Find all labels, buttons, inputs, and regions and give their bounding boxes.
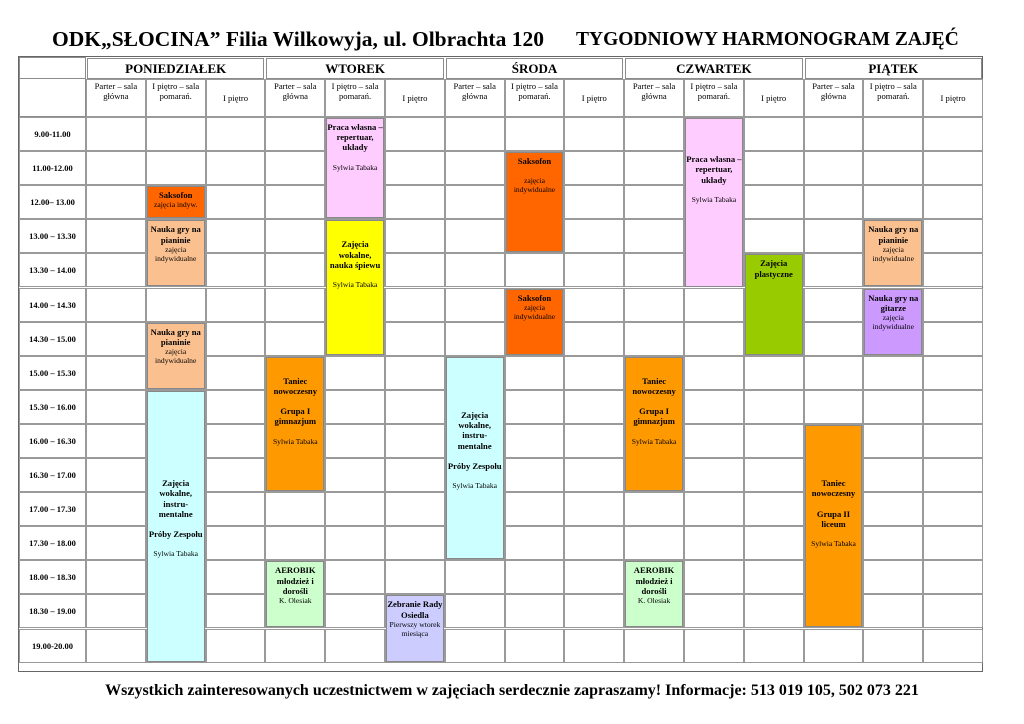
event-title: Zajęcia plastyczne <box>754 258 793 279</box>
room-header: I piętro – sala pomarań. <box>863 79 923 117</box>
event-subtitle: Grupa I gimnazjum <box>633 406 675 427</box>
schedule-cell <box>863 151 923 185</box>
schedule-cell <box>265 526 325 560</box>
schedule-cell <box>146 151 206 185</box>
schedule-cell <box>86 390 146 424</box>
event-tue-vocal <box>326 220 384 354</box>
schedule-cell <box>86 492 146 526</box>
event-title: Praca własna – repertuar, układy <box>686 154 742 185</box>
room-header: I piętro – sala pomarań. <box>325 79 385 117</box>
schedule-cell <box>863 458 923 492</box>
schedule-cell <box>923 356 983 390</box>
event-note: Sylwia Tabaka <box>332 162 378 172</box>
schedule-cell <box>385 526 445 560</box>
schedule-cell <box>624 492 684 526</box>
schedule-cell <box>863 390 923 424</box>
schedule-cell <box>744 594 804 628</box>
schedule-cell <box>325 492 385 526</box>
event-content <box>686 154 742 204</box>
schedule-cell <box>86 458 146 492</box>
schedule-cell <box>804 219 864 253</box>
event-subtitle: Grupa II liceum <box>816 508 851 529</box>
room-header: I piętro – sala pomarań. <box>505 79 565 117</box>
event-note: zajęcia indywidualne <box>155 244 197 263</box>
schedule-cell <box>624 117 684 151</box>
event-note: zajęcia indywidualne <box>513 302 556 321</box>
schedule-cell <box>744 185 804 219</box>
event-note: Sylwia Tabaka <box>272 436 318 446</box>
schedule-cell <box>86 526 146 560</box>
day-header: ŚRODA <box>446 58 623 79</box>
schedule-cell <box>923 219 983 253</box>
schedule-cell <box>86 117 146 151</box>
schedule-cell <box>684 629 744 663</box>
schedule-cell <box>564 253 624 287</box>
schedule-cell <box>505 526 565 560</box>
schedule-cell <box>684 526 744 560</box>
schedule-cell <box>445 629 505 663</box>
schedule-cell <box>863 560 923 594</box>
schedule-cell <box>206 458 266 492</box>
schedule-cell <box>744 117 804 151</box>
schedule-cell <box>206 560 266 594</box>
schedule-cell <box>385 322 445 356</box>
schedule-cell <box>445 322 505 356</box>
time-slot: 14.00 – 14.30 <box>19 288 86 322</box>
time-slot: 19.00-20.00 <box>19 629 86 663</box>
schedule-cell <box>445 288 505 322</box>
event-thu-plastic <box>745 254 803 354</box>
schedule-cell <box>385 219 445 253</box>
schedule-cell <box>744 219 804 253</box>
schedule-cell <box>804 356 864 390</box>
event-title: Nauka gry na pianinie <box>150 224 201 245</box>
schedule-cell <box>206 219 266 253</box>
schedule-cell <box>505 458 565 492</box>
schedule-cell <box>265 117 325 151</box>
schedule-cell <box>505 629 565 663</box>
event-title: Zebranie Rady Osiedla <box>387 599 443 620</box>
schedule-cell <box>923 424 983 458</box>
schedule-cell <box>923 390 983 424</box>
day-header: PIĄTEK <box>805 58 982 79</box>
schedule-cell <box>744 424 804 458</box>
event-content <box>865 224 921 262</box>
schedule-cell <box>923 151 983 185</box>
schedule-cell <box>265 322 325 356</box>
event-subtitle: Grupa I gimnazjum <box>274 406 317 427</box>
event-title: Zajęcia wokalne, instru- mentalne <box>158 478 193 519</box>
event-content <box>507 293 563 321</box>
schedule-cell <box>863 594 923 628</box>
schedule-cell <box>206 390 266 424</box>
event-note: Sylwia Tabaka <box>691 194 737 204</box>
time-slot: 17.30 – 18.00 <box>19 526 86 560</box>
schedule-cell <box>86 560 146 594</box>
event-title: Zajęcia wokalne, nauka śpiewu <box>329 239 381 270</box>
schedule-cell <box>923 492 983 526</box>
schedule-cell <box>265 253 325 287</box>
schedule-cell <box>624 322 684 356</box>
room-header: Parter – sala główna <box>624 79 684 117</box>
schedule-cell <box>684 322 744 356</box>
time-slot: 13.00 – 13.30 <box>19 219 86 253</box>
room-header: I piętro – sala pomarań. <box>684 79 744 117</box>
schedule-cell <box>265 629 325 663</box>
event-note: K. Olesiak <box>637 595 671 605</box>
event-note: zajęcia indywidualne <box>155 347 197 365</box>
schedule-cell <box>206 117 266 151</box>
schedule-cell <box>744 151 804 185</box>
schedule-cell <box>505 390 565 424</box>
schedule-cell <box>624 151 684 185</box>
event-title: Saksofon <box>158 190 193 201</box>
schedule-cell <box>804 253 864 287</box>
schedule-cell <box>445 185 505 219</box>
room-header: Parter – sala główna <box>804 79 864 117</box>
schedule-cell <box>385 253 445 287</box>
time-slot: 11.00-12.00 <box>19 151 86 185</box>
time-slot: 14.30 – 15.00 <box>19 322 86 356</box>
schedule-cell <box>684 560 744 594</box>
schedule-cell <box>923 117 983 151</box>
schedule-cell <box>923 253 983 287</box>
event-thu-dance <box>625 357 683 491</box>
schedule-cell <box>385 560 445 594</box>
schedule-cell <box>265 219 325 253</box>
schedule-cell <box>86 219 146 253</box>
schedule-cell <box>744 629 804 663</box>
event-title: Nauka gry na pianinie <box>868 224 919 245</box>
schedule-cell <box>624 526 684 560</box>
schedule-cell <box>265 288 325 322</box>
schedule-cell <box>265 151 325 185</box>
event-content <box>865 293 921 331</box>
schedule-cell <box>684 594 744 628</box>
event-thu-work <box>685 118 743 287</box>
schedule-cell <box>265 492 325 526</box>
corner-cell <box>19 79 86 117</box>
room-header: I piętro <box>385 79 445 117</box>
schedule-cell <box>325 424 385 458</box>
event-note: Sylwia Tabaka <box>452 481 498 490</box>
event-title: AEROBIK młodzież i dorośli <box>274 565 316 596</box>
schedule-cell <box>265 185 325 219</box>
schedule-cell <box>146 117 206 151</box>
schedule-cell <box>863 117 923 151</box>
event-note: K. Olesiak <box>279 595 312 605</box>
event-content <box>387 599 443 637</box>
schedule-cell <box>564 424 624 458</box>
event-title: Saksofon <box>517 156 552 167</box>
schedule-cell <box>385 117 445 151</box>
schedule-cell <box>684 288 744 322</box>
schedule-cell <box>445 219 505 253</box>
schedule-cell <box>206 185 266 219</box>
schedule-cell <box>804 390 864 424</box>
schedule-cell <box>206 253 266 287</box>
time-slot: 15.00 – 15.30 <box>19 356 86 390</box>
event-subtitle: Próby Zespołu <box>148 529 203 539</box>
event-note: Sylwia Tabaka <box>631 436 677 446</box>
schedule-cell <box>564 594 624 628</box>
event-note: Sylwia Tabaka <box>332 280 378 290</box>
event-title: Taniec nowoczesny <box>811 478 856 499</box>
schedule-cell <box>624 253 684 287</box>
schedule-cell <box>385 390 445 424</box>
event-tue-work <box>326 118 384 218</box>
schedule-cell <box>86 288 146 322</box>
time-slot: 15.30 – 16.00 <box>19 390 86 424</box>
event-fri-guitar <box>864 289 922 355</box>
event-mon-sax <box>147 186 205 218</box>
schedule-cell <box>445 253 505 287</box>
event-note: Sylwia Tabaka <box>153 549 199 559</box>
time-slot: 18.30 – 19.00 <box>19 594 86 628</box>
schedule-cell <box>923 526 983 560</box>
event-note: zajęcia indywidualne <box>872 244 914 263</box>
schedule-cell <box>923 560 983 594</box>
day-header: PONIEDZIAŁEK <box>87 58 264 79</box>
event-title: Nauka gry na gitarze <box>868 292 919 313</box>
event-wed-vocal <box>446 357 504 560</box>
event-tue-aerobik <box>266 561 324 627</box>
schedule-cell <box>505 594 565 628</box>
event-title: Taniec nowoczesny <box>273 375 318 397</box>
schedule-cell <box>206 322 266 356</box>
event-title: Saksofon <box>517 292 552 303</box>
schedule-cell <box>804 185 864 219</box>
schedule-cell <box>804 117 864 151</box>
footer-note: Wszystkich zainteresowanych uczestnictwem w zajęciach serdecznie zapraszamy! Informacje: 513 019 105, 502 073 221 <box>105 682 919 699</box>
schedule-cell <box>744 492 804 526</box>
event-content <box>148 478 204 558</box>
schedule-cell <box>505 492 565 526</box>
schedule-cell <box>86 253 146 287</box>
event-title: Taniec nowoczesny <box>632 375 676 397</box>
time-slot: 12.00– 13.00 <box>19 185 86 219</box>
schedule-cell <box>325 390 385 424</box>
day-header: CZWARTEK <box>625 58 802 79</box>
event-note: zajęcia indywidualne <box>513 176 556 195</box>
schedule-cell <box>445 151 505 185</box>
event-content <box>746 258 802 278</box>
room-header: Parter – sala główna <box>265 79 325 117</box>
room-header: Parter – sala główna <box>445 79 505 117</box>
schedule-cell <box>86 151 146 185</box>
schedule-cell <box>564 185 624 219</box>
schedule-cell <box>505 356 565 390</box>
schedule-cell <box>684 492 744 526</box>
page-title: ODK„SŁOCINA” Filia Wilkowyja, ul. Olbrachta 120 <box>52 27 544 51</box>
schedule-cell <box>206 151 266 185</box>
schedule-cell <box>863 185 923 219</box>
schedule-cell <box>385 185 445 219</box>
event-note: zajęcia indywidualne <box>872 312 914 331</box>
event-title: Zajęcia wokalne, instru- mentalne <box>457 409 492 451</box>
schedule-cell <box>624 219 684 253</box>
schedule-cell <box>804 288 864 322</box>
schedule-cell <box>206 629 266 663</box>
schedule-cell <box>385 424 445 458</box>
schedule-cell <box>86 356 146 390</box>
event-mon-vocal <box>147 391 205 662</box>
schedule-cell <box>923 322 983 356</box>
schedule-cell <box>325 356 385 390</box>
schedule-cell <box>863 492 923 526</box>
event-note: zajęcia indyw. <box>154 200 198 210</box>
schedule-cell <box>206 594 266 628</box>
event-tue-meeting <box>386 595 444 661</box>
time-slot: 13.30 – 14.00 <box>19 253 86 287</box>
day-header: WTOREK <box>266 58 443 79</box>
schedule-title: TYGODNIOWY HARMONOGRAM ZAJĘĆ <box>576 29 959 50</box>
time-slot: 16.00 – 16.30 <box>19 424 86 458</box>
schedule-cell <box>325 560 385 594</box>
time-slot: 18.00 – 18.30 <box>19 560 86 594</box>
event-title: AEROBIK młodzież i dorośli <box>633 565 675 596</box>
room-header: I piętro <box>923 79 983 117</box>
event-mon-piano2 <box>147 323 205 389</box>
event-subtitle: Próby Zespołu <box>447 460 502 471</box>
schedule-cell <box>505 117 565 151</box>
schedule-cell <box>744 526 804 560</box>
schedule-cell <box>684 390 744 424</box>
schedule-cell <box>564 492 624 526</box>
schedule-cell <box>505 560 565 594</box>
schedule-cell <box>744 458 804 492</box>
schedule-cell <box>564 117 624 151</box>
event-content <box>327 239 383 289</box>
schedule-cell <box>564 629 624 663</box>
time-slot: 16.30 – 17.00 <box>19 458 86 492</box>
schedule-cell <box>564 356 624 390</box>
schedule-cell <box>86 594 146 628</box>
schedule-cell <box>385 492 445 526</box>
event-content <box>267 565 323 605</box>
schedule-cell <box>206 288 266 322</box>
event-content <box>626 565 682 605</box>
event-note: Sylwia Tabaka <box>811 539 856 548</box>
schedule-cell <box>863 424 923 458</box>
time-slot: 17.00 – 17.30 <box>19 492 86 526</box>
schedule-cell <box>564 560 624 594</box>
schedule-cell <box>385 151 445 185</box>
event-content <box>626 376 682 446</box>
schedule-cell <box>564 219 624 253</box>
event-content <box>327 122 383 172</box>
schedule-cell <box>863 629 923 663</box>
schedule-cell <box>445 594 505 628</box>
schedule-table <box>18 56 983 672</box>
schedule-cell <box>564 390 624 424</box>
event-thu-aerobik <box>625 561 683 627</box>
schedule-cell <box>206 424 266 458</box>
schedule-cell <box>923 288 983 322</box>
schedule-cell <box>505 424 565 458</box>
schedule-cell <box>86 185 146 219</box>
room-header: I piętro <box>206 79 266 117</box>
schedule-cell <box>325 526 385 560</box>
schedule-cell <box>86 322 146 356</box>
schedule-cell <box>206 492 266 526</box>
room-header: I piętro <box>564 79 624 117</box>
schedule-cell <box>744 390 804 424</box>
schedule-cell <box>445 560 505 594</box>
schedule-cell <box>923 185 983 219</box>
schedule-cell <box>146 288 206 322</box>
event-content <box>447 410 503 490</box>
schedule-cell <box>325 629 385 663</box>
schedule-cell <box>86 424 146 458</box>
schedule-cell <box>505 253 565 287</box>
schedule-cell <box>863 526 923 560</box>
schedule-cell <box>624 288 684 322</box>
schedule-cell <box>445 117 505 151</box>
schedule-cell <box>385 288 445 322</box>
event-fri-piano <box>864 220 922 286</box>
schedule-cell <box>923 458 983 492</box>
schedule-cell <box>684 424 744 458</box>
event-tue-dance <box>266 357 324 491</box>
room-header: I piętro – sala pomarań. <box>146 79 206 117</box>
schedule-cell <box>744 356 804 390</box>
corner-cell <box>19 57 86 79</box>
schedule-cell <box>804 629 864 663</box>
event-fri-dance <box>805 425 863 628</box>
schedule-cell <box>804 151 864 185</box>
schedule-cell <box>863 356 923 390</box>
room-header: Parter – sala główna <box>86 79 146 117</box>
event-content <box>267 376 323 446</box>
schedule-cell <box>804 322 864 356</box>
time-slot: 9.00-11.00 <box>19 117 86 151</box>
event-content <box>148 327 204 365</box>
schedule-cell <box>86 629 146 663</box>
schedule-cell <box>325 594 385 628</box>
schedule-cell <box>923 629 983 663</box>
schedule-cell <box>325 458 385 492</box>
schedule-cell <box>564 151 624 185</box>
event-content <box>148 190 204 209</box>
schedule-cell <box>385 458 445 492</box>
event-title: Nauka gry na pianinie <box>150 326 201 347</box>
event-wed-sax2 <box>506 289 564 355</box>
event-wed-sax1 <box>506 152 564 252</box>
schedule-cell <box>624 629 684 663</box>
schedule-cell <box>923 594 983 628</box>
schedule-cell <box>744 560 804 594</box>
room-header: I piętro <box>744 79 804 117</box>
schedule-cell <box>564 322 624 356</box>
schedule-cell <box>206 526 266 560</box>
event-content <box>806 478 862 548</box>
event-content <box>507 156 563 194</box>
event-mon-piano1 <box>147 220 205 286</box>
event-note: Pierwszy wtorek miesiąca <box>389 619 441 638</box>
schedule-cell <box>684 458 744 492</box>
schedule-cell <box>564 288 624 322</box>
schedule-cell <box>624 185 684 219</box>
schedule-cell <box>385 356 445 390</box>
event-content <box>148 224 204 262</box>
event-title: Praca własna – repertuar, układy <box>327 122 383 153</box>
schedule-cell <box>564 458 624 492</box>
schedule-cell <box>206 356 266 390</box>
schedule-cell <box>564 526 624 560</box>
schedule-cell <box>684 356 744 390</box>
